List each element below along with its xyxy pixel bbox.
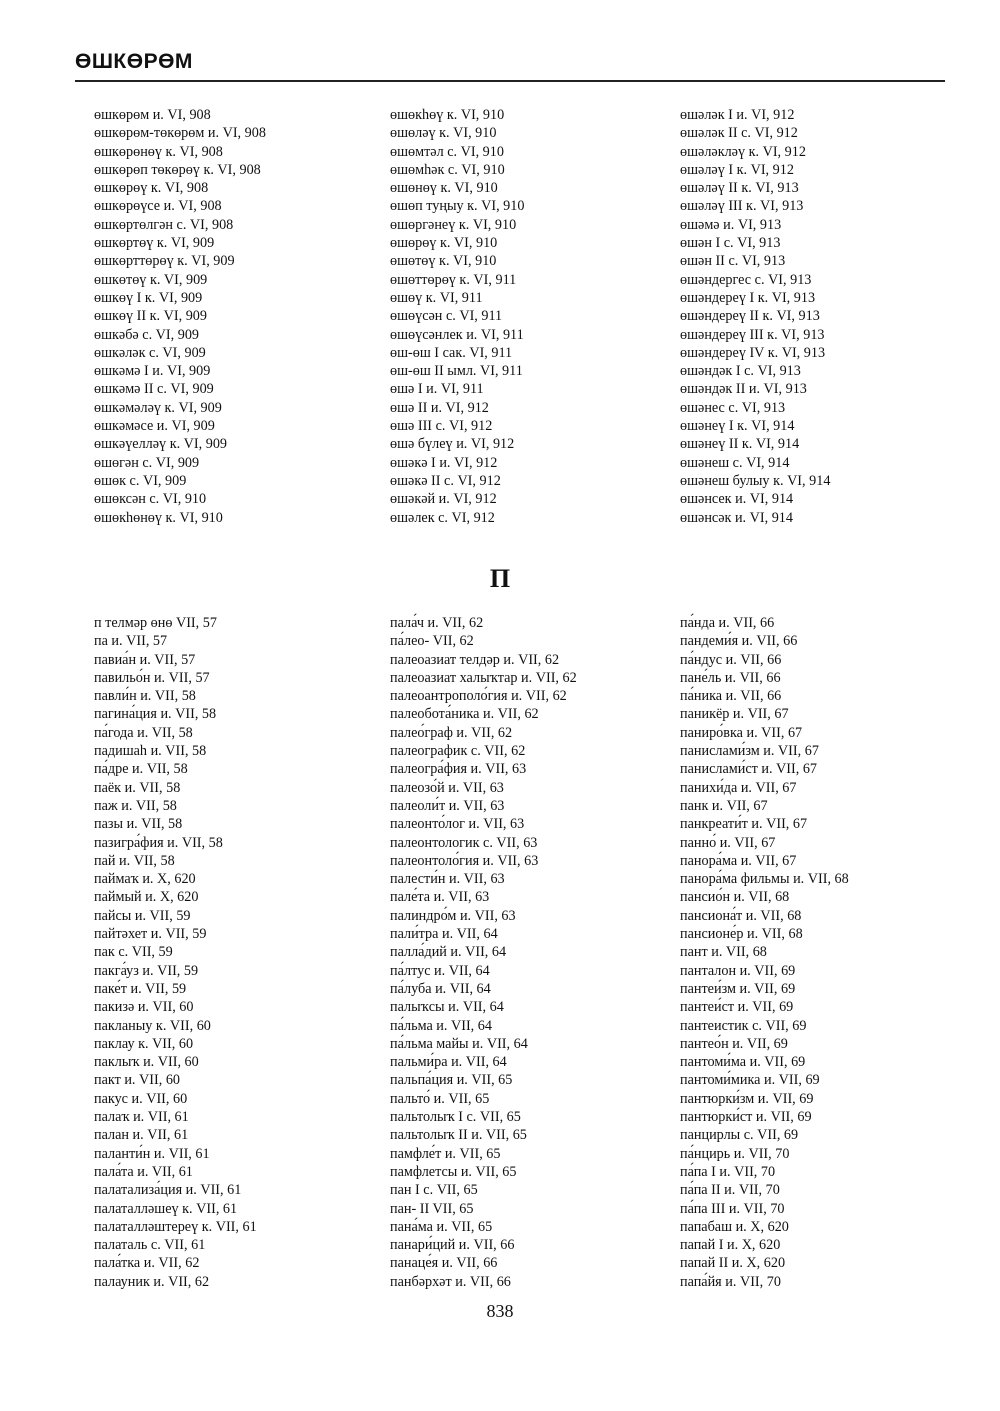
dictionary-entry: өшәләү II к. VI, 913 (680, 180, 799, 197)
dictionary-entry: өшкәләк с. VI, 909 (94, 344, 206, 361)
dictionary-entry: пантео́н и. VII, 69 (680, 1035, 788, 1052)
dictionary-entry: палаталләшеү к. VII, 61 (94, 1200, 238, 1217)
dictionary-entry: өшкөү I к. VI, 909 (94, 289, 203, 306)
dictionary-entry: өшкөрөм и. VI, 908 (94, 107, 211, 123)
dictionary-entry: өшәләү I к. VI, 912 (680, 161, 794, 178)
dictionary-entry: өшәләү III к. VI, 913 (680, 198, 804, 215)
top-column-1 (94, 106, 266, 527)
dictionary-entry: панбәрхәт и. VII, 66 (390, 1273, 511, 1290)
dictionary-entry: панталон и. VII, 69 (680, 962, 796, 979)
dictionary-entry: паймаҡ и. X, 620 (94, 871, 196, 888)
dictionary-entry: өшкәбә с. VI, 909 (94, 326, 200, 343)
dictionary-entry: пакга́уз и. VII, 59 (94, 962, 199, 979)
dictionary-entry: пант и. VII, 68 (680, 944, 767, 961)
dictionary-entry: палауник и. VII, 62 (94, 1273, 210, 1290)
dictionary-entry: пальми́ра и. VII, 64 (390, 1054, 507, 1071)
bottom-column-3 (680, 614, 849, 1291)
dictionary-entry: пакизә и. VII, 60 (94, 999, 194, 1016)
dictionary-entry: па́луба и. VII, 64 (390, 980, 491, 997)
dictionary-entry: палеоазиат халыҡтар и. VII, 62 (390, 669, 577, 686)
dictionary-entry: панари́ций и. VII, 66 (390, 1237, 515, 1254)
dictionary-entry: пагина́ция и. VII, 58 (94, 706, 217, 723)
dictionary-entry: панора́ма и. VII, 67 (680, 852, 797, 869)
dictionary-entry: паланти́н и. VII, 61 (94, 1145, 210, 1162)
dictionary-entry: пальтолыҡ I с. VII, 65 (390, 1109, 521, 1126)
dictionary-entry: пайсы и. VII, 59 (94, 907, 191, 924)
dictionary-entry: панк и. VII, 67 (680, 797, 768, 814)
dictionary-entry: па́ника и. VII, 66 (680, 688, 782, 705)
dictionary-entry: палеобота́ника и. VII, 62 (390, 706, 539, 723)
dictionary-entry: пантюрки́ст и. VII, 69 (680, 1109, 812, 1126)
dictionary-entry: папа́йя и. VII, 70 (680, 1273, 781, 1290)
dictionary-entry: өшөрөү к. VI, 910 (390, 235, 498, 252)
dictionary-entry: палатализа́ция и. VII, 61 (94, 1182, 242, 1199)
dictionary-entry: өшә I и. VI, 911 (390, 381, 484, 398)
bottom-column-1 (94, 614, 257, 1291)
dictionary-entry: памфле́т и. VII, 65 (390, 1145, 501, 1162)
header-rule (75, 80, 945, 82)
dictionary-entry: павли́н и. VII, 58 (94, 688, 196, 705)
dictionary-entry: па́па I и. VII, 70 (680, 1163, 776, 1180)
dictionary-entry: пальто́ и. VII, 65 (390, 1090, 490, 1107)
dictionary-entry: өшәнеү I к. VI, 914 (680, 418, 795, 435)
dictionary-entry: палан и. VII, 61 (94, 1127, 189, 1144)
dictionary-entry: пантеи́ст и. VII, 69 (680, 999, 794, 1016)
dictionary-entry: өшә бүлеү и. VI, 912 (390, 436, 515, 453)
dictionary-entry: өшәлек с. VI, 912 (390, 509, 495, 526)
dictionary-entry: палаҡ и. VII, 61 (94, 1109, 189, 1126)
dictionary-entry: өшәнеү II к. VI, 914 (680, 436, 800, 453)
dictionary-entry: өшәмә и. VI, 913 (680, 216, 782, 233)
dictionary-entry: өшкөрөү к. VI, 908 (94, 180, 209, 197)
dictionary-entry: панислами́зм и. VII, 67 (680, 743, 819, 760)
dictionary-entry: палеоазиат телдәр и. VII, 62 (390, 651, 560, 668)
page-number: 838 (486, 1301, 514, 1321)
dictionary-entry: пальпа́ция и. VII, 65 (390, 1072, 513, 1089)
dictionary-entry: өшәндереү I к. VI, 913 (680, 289, 816, 306)
dictionary-entry: палаталь с. VII, 61 (94, 1237, 206, 1254)
dictionary-entry: пазы и. VII, 58 (94, 816, 183, 833)
dictionary-entry: пайтәхет и. VII, 59 (94, 926, 207, 943)
dictionary-entry: паклыҡ и. VII, 60 (94, 1054, 199, 1071)
dictionary-entry: папабаш и. X, 620 (680, 1218, 789, 1235)
dictionary-entry: падишаһ и. VII, 58 (94, 743, 207, 760)
dictionary-entry: па́льма майы и. VII, 64 (390, 1035, 528, 1052)
dictionary-entry: пана́ма и. VII, 65 (390, 1218, 493, 1235)
dictionary-entry: палеонтологик с. VII, 63 (390, 834, 538, 851)
dictionary-entry: пакланыу к. VII, 60 (94, 1017, 211, 1034)
dictionary-entry: панаце́я и. VII, 66 (390, 1255, 498, 1272)
dictionary-entry: өшәндәк I с. VI, 913 (680, 363, 801, 380)
dictionary-entry: өшәнеш булыу к. VI, 914 (680, 472, 831, 489)
dictionary-entry: па́нцирь и. VII, 70 (680, 1145, 790, 1162)
dictionary-entry: өшкөү II к. VI, 909 (94, 308, 207, 325)
dictionary-entry: өшәндәк II и. VI, 913 (680, 381, 807, 398)
dictionary-entry: пан I с. VII, 65 (390, 1182, 478, 1199)
dictionary-entry: өшөп туңыу к. VI, 910 (390, 198, 525, 215)
dictionary-entry: палеонтоло́гия и. VII, 63 (390, 852, 539, 869)
top-column-3 (680, 106, 830, 527)
dictionary-entry: өшөүсәнлек и. VI, 911 (390, 326, 524, 343)
dictionary-entry: папай I и. X, 620 (680, 1237, 781, 1254)
dictionary-entry: өшөмһәк с. VI, 910 (390, 161, 505, 178)
dictionary-entry: па́ндус и. VII, 66 (680, 651, 782, 668)
running-head: ӨШКӨРӨМ (75, 50, 193, 73)
dictionary-entry: палеозо́й и. VII, 63 (390, 779, 504, 796)
dictionary-entry: палеонто́лог и. VII, 63 (390, 816, 525, 833)
dictionary-entry: өшәнес с. VI, 913 (680, 399, 786, 416)
dictionary-entry: өшөгән с. VI, 909 (94, 454, 200, 471)
dictionary-entry: палеоантрополо́гия и. VII, 62 (390, 688, 567, 705)
dictionary-entry: өшкөрөм-төкөрөм и. VI, 908 (94, 125, 266, 142)
dictionary-entry: өшә III с. VI, 912 (390, 418, 493, 435)
dictionary-entry: палыҡсы и. VII, 64 (390, 999, 504, 1016)
dictionary-entry: өшкәмә I и. VI, 909 (94, 363, 211, 380)
dictionary-entry: пантоми́мика и. VII, 69 (680, 1072, 820, 1089)
dictionary-entry: өшкәмәсе и. VI, 909 (94, 418, 215, 435)
dictionary-entry: өшөнөү к. VI, 910 (390, 180, 498, 197)
dictionary-entry: пантюрки́зм и. VII, 69 (680, 1090, 814, 1107)
dictionary-entry: өшөләү к. VI, 910 (390, 125, 497, 142)
dictionary-entry: өшөмтәл с. VI, 910 (390, 143, 504, 160)
dictionary-entry: өшкөрөнөү к. VI, 908 (94, 143, 223, 160)
dictionary-entry: өшәнсәк и. VI, 914 (680, 509, 793, 526)
dictionary-entry: өшәләк I и. VI, 912 (680, 107, 795, 123)
dictionary-entry: па́лтус и. VII, 64 (390, 962, 490, 979)
dictionary-entry: өш-өш I сак. VI, 911 (390, 344, 513, 361)
dictionary-entry: паймый и. X, 620 (94, 889, 199, 906)
dictionary-entry: па́дре и. VII, 58 (94, 761, 188, 778)
dictionary-entry: папай II и. X, 620 (680, 1255, 786, 1272)
dictionary-entry: пансио́н и. VII, 68 (680, 889, 790, 906)
dictionary-entry: пансионе́р и. VII, 68 (680, 926, 803, 943)
dictionary-entry: пальтолыҡ II и. VII, 65 (390, 1127, 527, 1144)
dictionary-entry: өшкөрттөрөү к. VI, 909 (94, 253, 235, 270)
dictionary-entry: өшән I с. VI, 913 (680, 235, 781, 252)
dictionary-entry: панцирлы с. VII, 69 (680, 1127, 799, 1144)
dictionary-entry: өшәләк II с. VI, 912 (680, 125, 798, 142)
dictionary-entry: пакус и. VII, 60 (94, 1090, 188, 1107)
dictionary-entry: өшәндереү II к. VI, 913 (680, 308, 820, 325)
dictionary-entry: өшөкһөнөү к. VI, 910 (94, 509, 223, 526)
dictionary-entry: пандеми́я и. VII, 66 (680, 633, 798, 650)
dictionary-entry: пантеистик с. VII, 69 (680, 1017, 807, 1034)
dictionary-entry: өшәкә II с. VI, 912 (390, 472, 501, 489)
dictionary-entry: пантоми́ма и. VII, 69 (680, 1054, 806, 1071)
dictionary-entry: пак с. VII, 59 (94, 944, 173, 961)
dictionary-entry: өшөтөү к. VI, 910 (390, 253, 497, 270)
dictionary-entry: өшкәүелләү к. VI, 909 (94, 436, 228, 453)
dictionary-entry: панихи́да и. VII, 67 (680, 779, 797, 796)
dictionary-entry: панкреати́т и. VII, 67 (680, 816, 808, 833)
dictionary-entry: өшәнсек и. VI, 914 (680, 491, 794, 508)
dictionary-entry: пай и. VII, 58 (94, 852, 175, 869)
dictionary-entry: өшәнеш с. VI, 914 (680, 454, 790, 471)
dictionary-entry: өшән II с. VI, 913 (680, 253, 786, 270)
dictionary-entry: өшә II и. VI, 912 (390, 399, 489, 416)
dictionary-entry: өшөксән с. VI, 910 (94, 491, 207, 508)
dictionary-entry: өшәндереү IV к. VI, 913 (680, 344, 826, 361)
dictionary-entry: памфлетсы и. VII, 65 (390, 1163, 517, 1180)
dictionary-entry: өшкөрөүсе и. VI, 908 (94, 198, 222, 215)
dictionary-entry: п телмәр өнө VII, 57 (94, 615, 217, 631)
section-letter: П (489, 564, 511, 593)
bottom-column-2 (390, 614, 577, 1291)
dictionary-entry: паникёр и. VII, 67 (680, 706, 789, 723)
dictionary-entry: өшкәмә II с. VI, 909 (94, 381, 214, 398)
dictionary-entry: пала́ч и. VII, 62 (390, 615, 484, 631)
dictionary-entry: паклау к. VII, 60 (94, 1035, 194, 1052)
dictionary-entry: павильо́н и. VII, 57 (94, 669, 210, 686)
dictionary-entry: өшәндергес с. VI, 913 (680, 271, 812, 288)
dictionary-entry: пан- II VII, 65 (390, 1200, 474, 1217)
dictionary-entry: павиа́н и. VII, 57 (94, 651, 196, 668)
top-column-2 (390, 106, 524, 527)
dictionary-entry: паёк и. VII, 58 (94, 779, 181, 796)
dictionary-entry: па́лео- VII, 62 (390, 633, 474, 650)
dictionary-entry: паниро́вка и. VII, 67 (680, 724, 803, 741)
dictionary-entry: палиндро́м и. VII, 63 (390, 907, 516, 924)
dictionary-entry: палести́н и. VII, 63 (390, 871, 505, 888)
dictionary-entry: палеоли́т и. VII, 63 (390, 797, 505, 814)
dictionary-entry: панислами́ст и. VII, 67 (680, 761, 818, 778)
dictionary-entry: өшөү к. VI, 911 (390, 289, 483, 306)
dictionary-entry: па и. VII, 57 (94, 633, 168, 650)
dictionary-entry: өшөүсән с. VI, 911 (390, 308, 503, 325)
dictionary-entry: пансиона́т и. VII, 68 (680, 907, 802, 924)
dictionary-entry: паке́т и. VII, 59 (94, 980, 187, 997)
dictionary-entry: пали́тра и. VII, 64 (390, 926, 498, 943)
dictionary-entry: па́па III и. VII, 70 (680, 1200, 785, 1217)
dictionary-entry: өшәләкләү к. VI, 912 (680, 143, 806, 160)
dictionary-entry: палеогра́фия и. VII, 63 (390, 761, 527, 778)
dictionary-entry: өшкөрөп төкөрөү к. VI, 908 (94, 161, 261, 178)
dictionary-entry: палаталләштереү к. VII, 61 (94, 1218, 257, 1235)
dictionary-entry: пала́та и. VII, 61 (94, 1163, 193, 1180)
dictionary-entry: пакт и. VII, 60 (94, 1072, 181, 1089)
dictionary-entry: па́па II и. VII, 70 (680, 1182, 780, 1199)
dictionary-entry: панно́ и. VII, 67 (680, 834, 776, 851)
dictionary-entry: өшөттөрөү к. VI, 911 (390, 271, 517, 288)
dictionary-entry: өшкөтөү к. VI, 909 (94, 271, 208, 288)
dictionary-entry: палла́дий и. VII, 64 (390, 944, 507, 961)
dictionary-entry: па́нда и. VII, 66 (680, 615, 775, 631)
dictionary-entry: өшәндереү III к. VI, 913 (680, 326, 825, 343)
dictionary-entry: панора́ма фильмы и. VII, 68 (680, 871, 849, 888)
dictionary-entry: па́льма и. VII, 64 (390, 1017, 492, 1034)
dictionary-entry: өшкөртөлгән с. VI, 908 (94, 216, 234, 233)
dictionary-entry: палеографик с. VII, 62 (390, 743, 526, 760)
dictionary-entry: өшкөртөү к. VI, 909 (94, 235, 215, 252)
dictionary-entry: өшөк с. VI, 909 (94, 472, 187, 489)
dictionary-entry: өшкәмәләү к. VI, 909 (94, 399, 222, 416)
dictionary-entry: өшәкә I и. VI, 912 (390, 454, 498, 471)
dictionary-entry: паж и. VII, 58 (94, 797, 177, 814)
dictionary-entry: өшөкһөү к. VI, 910 (390, 107, 505, 123)
dictionary-entry: пале́та и. VII, 63 (390, 889, 490, 906)
dictionary-entry: пазигра́фия и. VII, 58 (94, 834, 223, 851)
dictionary-entry: пантеи́зм и. VII, 69 (680, 980, 796, 997)
dictionary-entry: өшәкәй и. VI, 912 (390, 491, 497, 508)
dictionary-entry: палео́граф и. VII, 62 (390, 724, 513, 741)
dictionary-entry: па́года и. VII, 58 (94, 724, 193, 741)
dictionary-entry: өшөргәнеү к. VI, 910 (390, 216, 517, 233)
dictionary-entry: өш-өш II ымл. VI, 911 (390, 363, 523, 380)
dictionary-entry: пане́ль и. VII, 66 (680, 669, 781, 686)
dictionary-entry: пала́тка и. VII, 62 (94, 1255, 200, 1272)
